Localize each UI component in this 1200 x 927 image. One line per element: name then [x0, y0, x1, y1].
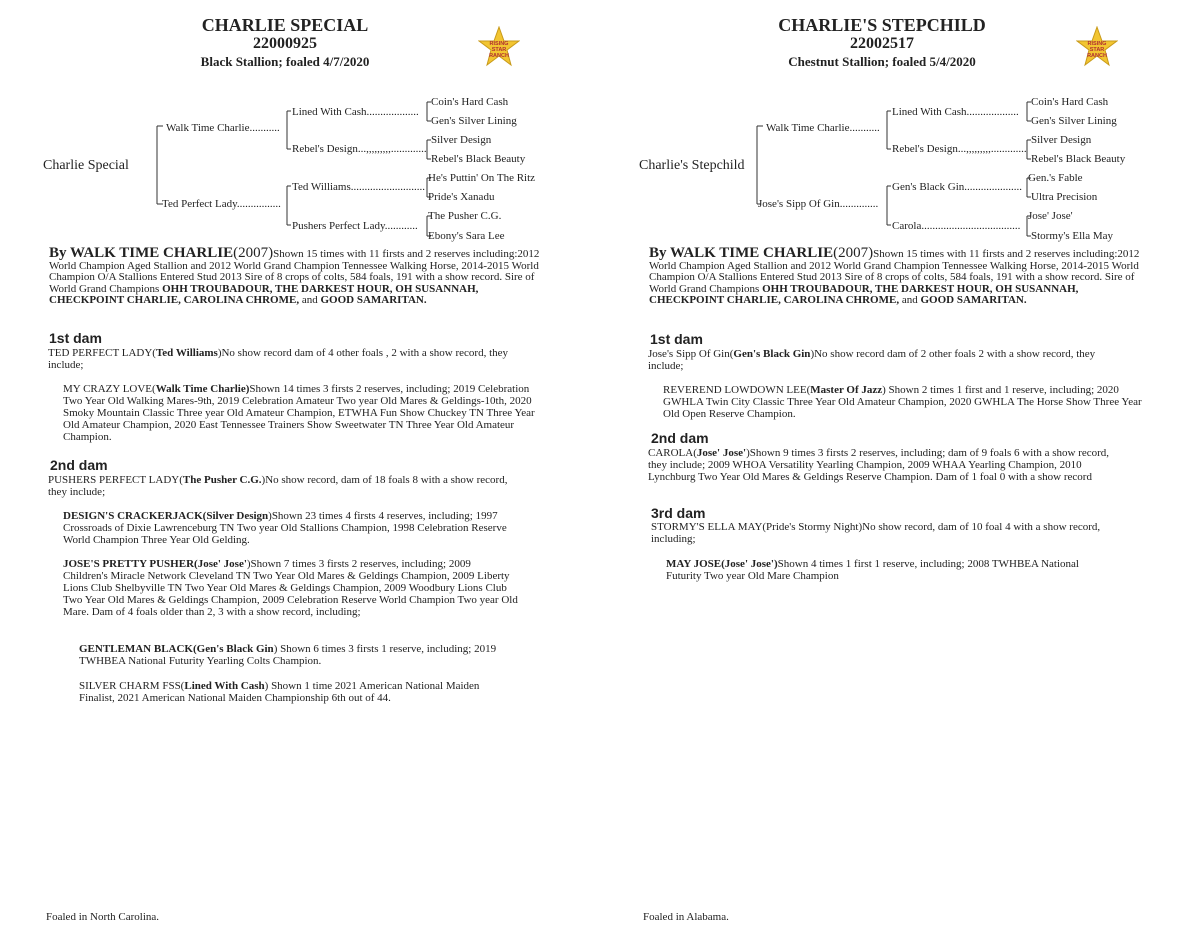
second-dam-heading: 2nd dam [651, 430, 709, 446]
svg-text:RANCH: RANCH [1087, 53, 1107, 59]
pedigree-sds: Silver Design [1031, 134, 1092, 146]
svg-text:RISING: RISING [489, 41, 509, 47]
horse-description: Black Stallion; foaled 4/7/2020 [200, 54, 370, 69]
pedigree-sire: Walk Time Charlie........... [766, 122, 880, 134]
pedigree-sdd: Rebel's Black Beauty [431, 153, 526, 165]
pedigree-dds: Jose' Jose' [1028, 210, 1073, 222]
pedigree-dss: Gen.'s Fable [1028, 172, 1083, 184]
svg-text:STAR: STAR [491, 47, 507, 53]
horse-name: CHARLIE SPECIAL [201, 15, 369, 35]
second-dam-heading: 2nd dam [50, 457, 108, 473]
pedigree-ssd: Gen's Silver Lining [1031, 115, 1117, 127]
horse-description: Chestnut Stallion; foaled 5/4/2020 [788, 54, 976, 69]
pedigree-dsd: Pride's Xanadu [428, 191, 495, 203]
second-dam-text: PUSHERS PERFECT LADY(The Pusher C.G.)No show record, dam of 18 foals 8 with a show record, they include; [48, 474, 508, 498]
svg-text:STAR: STAR [1089, 47, 1105, 53]
third-dam-text: STORMY'S ELLA MAY(Pride's Stormy Night)No show record, dam of 10 foal 4 with a show record, including; [651, 521, 1101, 545]
pedigree-ddd: Stormy's Ella May [1031, 230, 1114, 242]
pedigree-sire-sire: Lined With Cash................... [892, 106, 1019, 118]
horse-name: CHARLIE'S STEPCHILD [778, 15, 986, 35]
pedigree-dsd: Ultra Precision [1031, 191, 1098, 203]
first-dam-text: Jose's Sipp Of Gin(Gen's Black Gin)No show record dam of 2 other foals 2 with a show record, they include; [648, 348, 1096, 372]
produce-entry: JOSE'S PRETTY PUSHER(Jose' Jose')Shown 7 times 3 firsts 2 reserves, including; 2009 Children's Miracle Network Cleveland TN Two Year Old Mares & Geldings Champion, 2009 Liberty Lions Club Shelbyville TN Two Year Old Mares & Geldings Champion, 2009 Woodbury Lions Club Two Year Old Mares & Geldings Champion, 2009 Celebration Reserve World Champion Two year Old Mare. Dam of 4 foals older than 2, 3 with a show record, including; [63, 558, 518, 618]
svg-text:RISING: RISING [1087, 41, 1107, 47]
first-dam-heading: 1st dam [650, 331, 703, 347]
pedigree-ddd: Ebony's Sara Lee [428, 230, 505, 242]
pedigree-dam-sire: Gen's Black Gin..................... [892, 181, 1022, 193]
pedigree-sire-dam: Rebel's Design...,,,,,,,,,............. [892, 143, 1027, 155]
grand-produce-entry: GENTLEMAN BLACK(Gen's Black Gin) Shown 6 times 3 firsts 1 reserve, including; 2019 TWHBEA National Futurity Yearling Colts Champion. [79, 643, 497, 667]
produce-entry: MAY JOSE(Jose' Jose')Shown 4 times 1 first 1 reserve, including; 2008 TWHBEA National Futurity Two year Old Mare Champion [666, 558, 1079, 582]
foaled-location: Foaled in North Carolina. [46, 911, 160, 923]
pedigree-dam-dam: Pushers Perfect Lady............ [292, 220, 418, 232]
pedigree-dam-dam: Carola.................................... [892, 220, 1021, 232]
pedigree-subject: Charlie Special [43, 158, 129, 173]
pedigree-sss: Coin's Hard Cash [431, 96, 509, 108]
produce-entry: MY CRAZY LOVE(Walk Time Charlie)Shown 14 times 3 firsts 2 reserves, including; 2019 Celebration Two Year Old Walking Mares-9th, 2019 Celebration Amateur Two year Old Mares & Geldings-10th, 2020 Smoky Mountain Classic Three year Old Amateur Champion, ETWHA Fun Show Chuckey TN Three Year Old Amateur Champion, 2020 East Tennessee Trainers Show Sweetwater TN Three Year Old Amateur Champion. [63, 383, 535, 443]
pedigree-ssd: Gen's Silver Lining [431, 115, 517, 127]
produce-entry: REVEREND LOWDOWN LEE(Master Of Jazz) Shown 2 times 1 first and 1 reserve, including; 2020 GWHLA Twin City Classic Three Year Old Amateur Champion, 2020 GWHLA The Horse Show Three Year Old Open Reserve Champion. [663, 384, 1142, 420]
svg-text:RANCH: RANCH [489, 53, 509, 59]
pedigree-dds: The Pusher C.G. [428, 210, 502, 222]
produce-entry: DESIGN'S CRACKERJACK(Silver Design)Shown 23 times 4 firsts 4 reserves, including; 1997 Crossroads of Dixie Lawrenceburg TN Two year Old Stallions Champion, 1998 Celebration Reserve World Champion Three Year Old Gelding. [63, 510, 507, 546]
first-dam-text: TED PERFECT LADY(Ted Williams)No show record dam of 4 other foals , 2 with a show record, they include; [48, 347, 509, 371]
registration-number: 22000925 [253, 35, 317, 52]
grand-produce-entry: SILVER CHARM FSS(Lined With Cash) Shown 1 time 2021 American National Maiden Finalist, 2021 American National Maiden Championship 6th out of 44. [79, 680, 480, 704]
right-horse-panel [597, 0, 1197, 927]
first-dam-heading: 1st dam [49, 330, 102, 346]
pedigree-sdd: Rebel's Black Beauty [1031, 153, 1126, 165]
pedigree-sire-sire: Lined With Cash................... [292, 106, 419, 118]
pedigree-dam-sire: Ted Williams........................... [292, 181, 426, 193]
pedigree-dam: Ted Perfect Lady................ [162, 198, 281, 210]
sire-description: By WALK TIME CHARLIE(2007)Shown 15 times with 11 firsts and 2 reserves including:2012 World Champion Aged Stallion and 2012 World Grand Champion Tennessee Walking Horse, 2014-2015 World Champion O/A Stallions Entered Stud 2013 Sire of 8 crops of colts, 584 foals, 191 with a show record. Sire of World Grand Champions OHH TROUBADOUR, THE DARKEST HOUR, OH SUSANNAH, CHECKPOINT CHARLIE, CAROLINA CHROME, and GOOD SAMARITAN. [49, 245, 540, 306]
second-dam-text: CAROLA(Jose' Jose')Shown 9 times 3 firsts 2 reserves, including; dam of 9 foals 6 with a show record, they include; 2009 WHOA Versatility Yearling Champion, 2009 WHAA Yearling Champion, 2010 Lynchburg Two Year Old Mares & Geldings Reserve Champion. Dam of 1 foal 0 with a show record [648, 447, 1110, 483]
pedigree-dss: He's Puttin' On The Ritz [428, 172, 536, 184]
third-dam-heading: 3rd dam [651, 505, 706, 521]
pedigree-sire-dam: Rebel's Design...,,,,,,,,,............. [292, 143, 427, 155]
pedigree-subject: Charlie's Stepchild [639, 158, 745, 173]
pedigree-sss: Coin's Hard Cash [1031, 96, 1109, 108]
foaled-location: Foaled in Alabama. [643, 911, 729, 923]
registration-number: 22002517 [850, 35, 914, 52]
pedigree-dam: Jose's Sipp Of Gin.............. [758, 198, 879, 210]
sire-description: By WALK TIME CHARLIE(2007)Shown 15 times with 11 firsts and 2 reserves including:2012 World Champion Aged Stallion and 2012 World Grand Champion Tennessee Walking Horse, 2014-2015 World Champion O/A Stallions Entered Stud 2013 Sire of 8 crops of colts, 584 foals, 191 with a show record. Sire of World Grand Champions OHH TROUBADOUR, THE DARKEST HOUR, OH SUSANNAH, CHECKPOINT CHARLIE, CAROLINA CHROME, and GOOD SAMARITAN. [649, 245, 1140, 306]
pedigree-sire: Walk Time Charlie........... [166, 122, 280, 134]
pedigree-sds: Silver Design [431, 134, 492, 146]
